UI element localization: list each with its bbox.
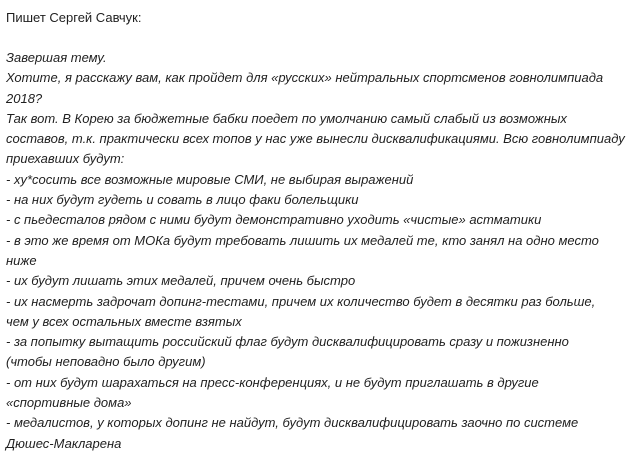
quote-line: Завершая тему. xyxy=(6,50,107,65)
list-item: - на них будут гудеть и совать в лицо факи болельщики xyxy=(6,192,359,208)
list-item-continuation: «спортивные дома» xyxy=(6,395,132,411)
list-item: - в это же время от МОКа будут требовать лишить их медалей те, кто занял на одно место xyxy=(6,232,599,248)
quote-line: приехавших будут: xyxy=(6,151,125,167)
list-item: - их насмерть задрочат допинг-тестами, причем их количество будет в десятки раз больше, xyxy=(6,293,596,309)
quote-line: Хотите, я расскажу вам, как пройдет для «русских» нейтральных спортсменов говнолимпиада xyxy=(6,70,604,86)
quote-line: составов, т.к. практически всех топов у нас уже вынесли дисквалификациями. Всю говнолимпиаду xyxy=(6,131,625,147)
list-item-continuation: ниже xyxy=(6,252,37,268)
list-item: - от них будут шарахаться на пресс-конференциях, и не будут приглашать в другие xyxy=(6,374,539,390)
blank-line xyxy=(6,28,630,48)
quoted-text xyxy=(6,48,630,454)
list-item: - с пьедесталов рядом с ними будут демонстративно уходить «чистые» астматики xyxy=(6,212,542,228)
quote-line: Так вот. В Корею за бюджетные бабки поедет по умолчанию самый слабый из возможных xyxy=(6,110,567,126)
list-item-continuation: чем у всех остальных вместе взятых xyxy=(6,313,242,329)
list-item: - за попытку вытащить российский флаг будут дисквалифицировать сразу и пожизненно xyxy=(6,334,569,350)
list-item-continuation: (чтобы неповадно было другим) xyxy=(6,354,206,370)
author-line: Пишет Сергей Савчук: xyxy=(6,10,142,25)
quote-line: 2018? xyxy=(6,90,43,106)
list-item: - медалистов, у которых допинг не найдут, будут дисквалифицировать заочно по системе xyxy=(6,415,579,431)
list-item: - ху*сосить все возможные мировые СМИ, не выбирая выражений xyxy=(6,171,414,187)
list-item-continuation: Дюшес-Макларена xyxy=(6,435,122,451)
list-item: - их будут лишать этих медалей, причем очень быстро xyxy=(6,273,356,289)
